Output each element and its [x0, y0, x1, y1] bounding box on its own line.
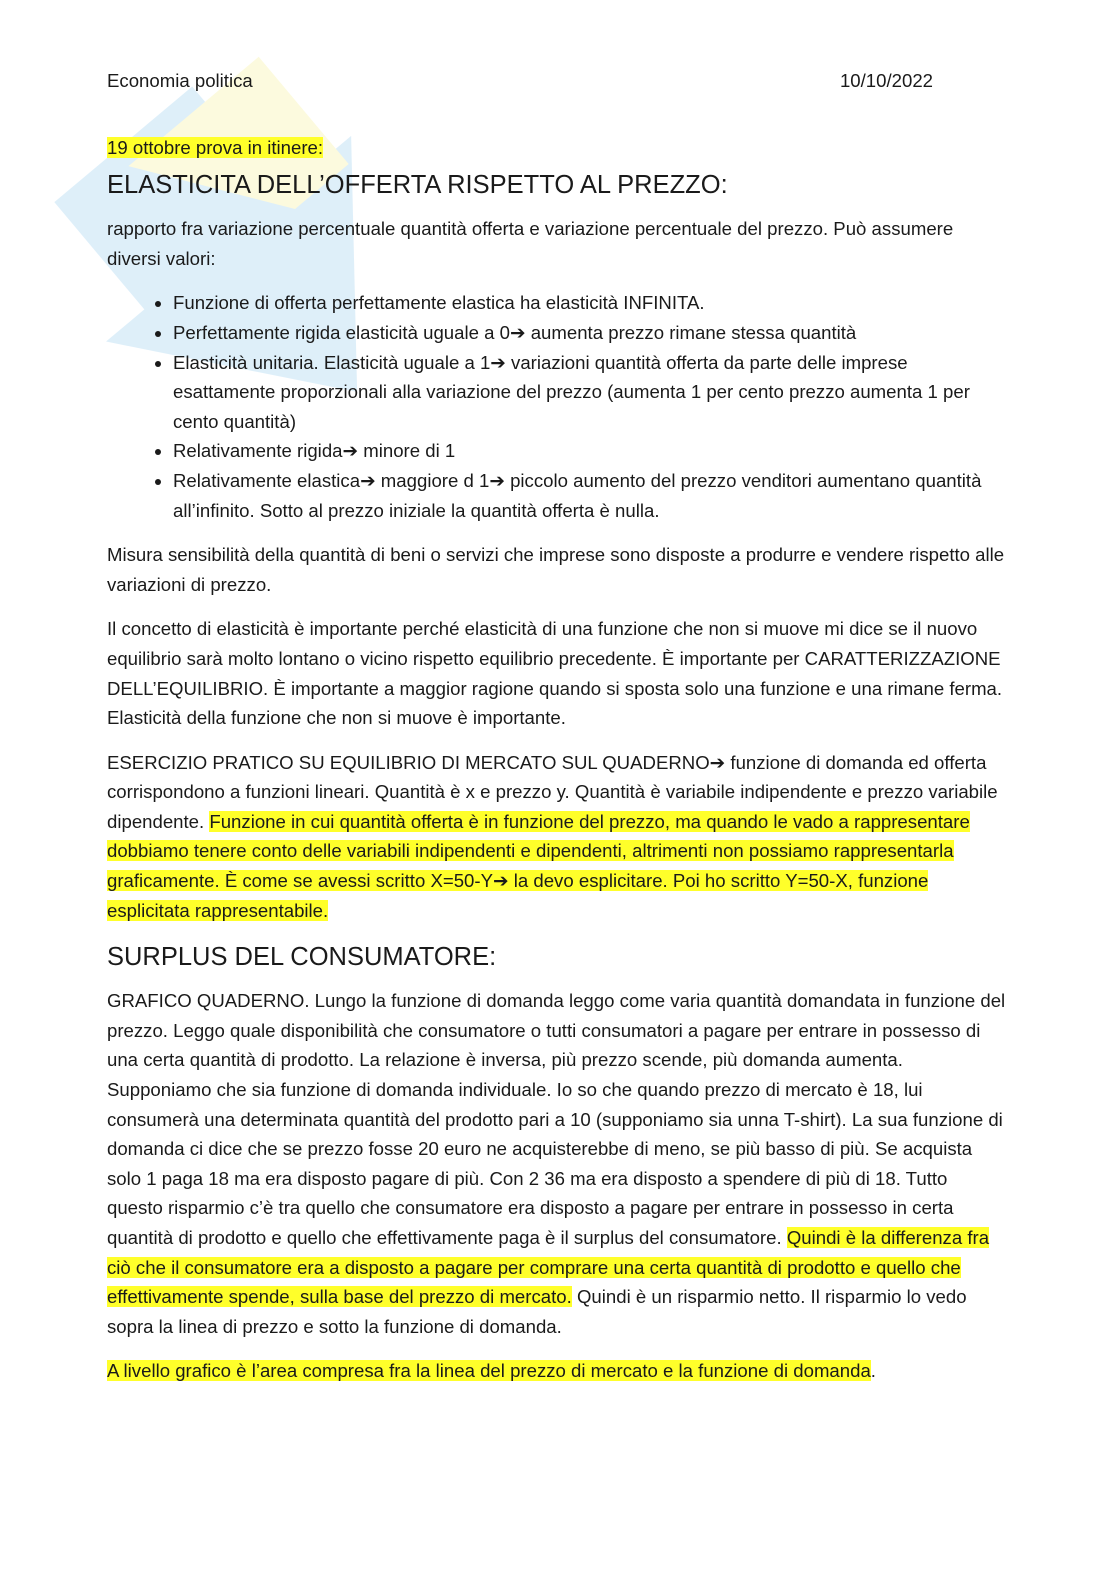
course-name: Economia politica	[107, 70, 253, 91]
paragraph-intro: rapporto fra variazione percentuale quantità offerta e variazione percentuale del prezzo. Può assumere diversi valori:	[107, 218, 954, 269]
grafico-highlight: Quindi è la differenza fra ciò che il consumatore era a disposto a pagare per comprare una certa quantità di prodotto e quello che effettivamente spende, sulla base del prezzo di mercato.	[107, 1227, 990, 1308]
list-item: • Perfettamente rigida elasticità uguale a 0➔ aumenta prezzo rimane stessa quantità	[173, 318, 1007, 348]
grafico-tail: Quindi è un risparmio netto. Il risparmio lo vedo sopra la linea di prezzo e sotto la funzione di domanda.	[107, 1286, 967, 1337]
exam-note: 19 ottobre prova in itinere:	[107, 136, 324, 158]
list-item: • Funzione di offerta perfettamente elastica ha elasticità INFINITA.	[173, 288, 1007, 318]
esercizio-text: ESERCIZIO PRATICO SU EQUILIBRIO DI MERCATO SUL QUADERNO➔ funzione di domanda ed offerta corrispondono a funzioni lineari. Quantità è x e prezzo y. Quantità è variabile indipendente e prezzo variabile dipendente.	[107, 751, 998, 832]
document-page	[107, 66, 1007, 1401]
paragraph-area	[107, 1356, 1007, 1386]
list-item: • Relativamente elastica➔ maggiore d 1➔ piccolo aumento del prezzo venditori aumentano quantità all’infinito. Sotto al prezzo iniziale la quantità offerta è nulla.	[173, 466, 1007, 525]
document-date: 10/10/2022	[839, 70, 933, 91]
paragraph-esercizio	[107, 748, 1007, 926]
page-header	[107, 66, 933, 96]
esercizio-highlight: Funzione in cui quantità offerta è in funzione del prezzo, ma quando le vado a rappresentare dobbiamo tenere conto delle variabili indipendenti e dipendenti, altrimenti non possiamo rappresentarla graficamente. È come se avessi scritto X=50-Y➔ la devo esplicitare. Poi ho scritto Y=50-X, funzione esplicitata rappresentabile.	[107, 810, 970, 921]
paragraph-misura: Misura sensibilità della quantità di beni o servizi che imprese sono disposte a produrre e vendere rispetto alle variazioni di prezzo.	[107, 544, 1005, 595]
section-title-elasticita: ELASTICITA DELL’OFFERTA RISPETTO AL PREZZO:	[107, 171, 728, 200]
area-highlight: A livello grafico è l’area compresa fra la linea del prezzo di mercato e la funzione di domanda	[107, 1360, 871, 1382]
area-tail: .	[870, 1360, 876, 1382]
section-title-surplus: SURPLUS DEL CONSUMATORE:	[107, 943, 497, 972]
grafico-text: GRAFICO QUADERNO. Lungo la funzione di domanda leggo come varia quantità domandata in funzione del prezzo. Leggo quale disponibilità che consumatore o tutti consumatori a pagare per entrare in possesso di una certa quantità di prodotto. La relazione è inversa, più prezzo scende, più domanda aumenta. Supponiamo che sia funzione di domanda individuale. Io so che quando prezzo di mercato è 18, lui consumerà una determinata quantità del prodotto pari a 10 (supponiamo sia unna T-shirt). La sua funzione di domanda ci dice che se prezzo fosse 20 euro ne acquisterebbe di meno, se più basso di più. Se acquista solo 1 paga 18 ma era disposto pagare di più. Con 2 36 ma era disposto a spendere di più di 18. Tutto questo risparmio c’è tra quello che consumatore era disposto a pagare per entrare in possesso in certa quantità di prodotto e quello che effettivamente paga è il surplus del consumatore.	[107, 990, 1006, 1248]
list-item: • Elasticità unitaria. Elasticità uguale a 1➔ variazioni quantità offerta da parte delle imprese esattamente proporzionali alla variazione del prezzo (aumenta 1 per cento prezzo aumenta 1 per cento quantità)	[173, 348, 1007, 437]
elasticity-list	[107, 288, 1007, 525]
list-item: • Relativamente rigida➔ minore di 1	[173, 436, 1007, 466]
paragraph-grafico	[107, 986, 1007, 1341]
paragraph-concetto: Il concetto di elasticità è importante perché elasticità di una funzione che non si muove mi dice se il nuovo equilibrio sarà molto lontano o vicino rispetto equilibrio precedente. È importante per CARATTERIZZAZIONE DELL’EQUILIBRIO. È importante a maggior ragione quando si sposta solo una funzione e una rimane ferma. Elasticità della funzione che non si muove è importante.	[107, 618, 1003, 729]
